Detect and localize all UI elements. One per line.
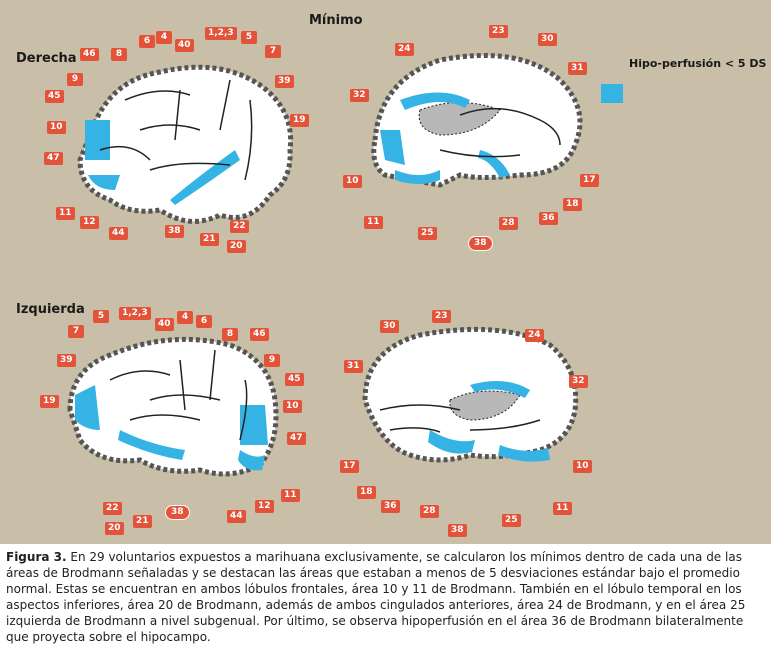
area-label: 40 [175,39,194,52]
area-label: 44 [227,510,246,523]
area-label: 6 [196,315,212,328]
area-label: 9 [264,354,280,367]
area-label: 18 [357,486,376,499]
area-label: 20 [227,240,246,253]
figure-caption [6,549,766,645]
area-label: 40 [155,318,174,331]
figure-title: Mínimo [309,13,363,28]
area-label: 31 [568,62,587,75]
area-label: 18 [563,198,582,211]
area-label: 25 [502,514,521,527]
area-label: 5 [241,31,257,44]
row-label-left: Izquierda [16,302,85,317]
area-label: 9 [67,73,83,86]
area-label: 21 [133,515,152,528]
area-label: 6 [139,35,155,48]
area-label: 4 [177,311,193,324]
area-label: 28 [420,505,439,518]
area-label: 31 [344,360,363,373]
area-label: 10 [573,460,592,473]
area-label: 30 [538,33,557,46]
area-label: 21 [200,233,219,246]
area-label: 8 [111,48,127,61]
left-medial-brain [365,329,576,461]
area-label: 23 [489,25,508,38]
area-label: 46 [250,328,269,341]
area-label: 38 [165,225,184,238]
area-label: 1,2,3 [205,27,237,40]
area-label: 30 [380,320,399,333]
area-label: 4 [156,31,172,44]
area-label: 38 [165,505,190,520]
area-label: 45 [45,90,64,103]
area-label: 7 [68,325,84,338]
right-lateral-brain [80,67,291,221]
right-medial-brain [374,56,580,186]
area-label: 36 [381,500,400,513]
area-label: 11 [281,489,300,502]
area-label: 39 [275,75,294,88]
area-label: 8 [222,328,238,341]
legend-label: Hipo-perfusión < 5 DS [629,57,767,70]
area-label: 17 [580,174,599,187]
area-label: 7 [265,45,281,58]
area-label: 47 [44,152,63,165]
area-label: 39 [57,354,76,367]
area-label: 11 [56,207,75,220]
caption-label: Figura 3. [6,550,67,564]
area-label: 24 [395,43,414,56]
area-label: 11 [364,216,383,229]
area-label: 32 [569,375,588,388]
area-label: 12 [255,500,274,513]
area-label: 19 [40,395,59,408]
area-label: 10 [283,400,302,413]
area-label: 22 [103,502,122,515]
caption-text: En 29 voluntarios expuestos a marihuana exclusivamente, se calcularon los mínimos dentro de cada una de las áreas de Brodmann señaladas y se destacan las áreas que estaban a menos de 5 desviaciones estándar bajo el promedio normal. Estas se encuentran en ambos lóbulos frontales, área 10 y 11 de Brodmann. También en el lóbulo temporal en los aspectos inferiores, área 20 de Brodmann, además de ambos cingulados anteriores, área 24 de Brodmann, y en el área 25 izquierda de Brodmann a nivel subgenual. Por último, se observa hipoperfusión en el área 36 de Brodmann bilateralmente que proyecta sobre el hipocampo. [6,550,746,644]
area-label: 22 [230,220,249,233]
area-label: 12 [80,216,99,229]
area-label: 1,2,3 [119,307,151,320]
area-label: 46 [80,48,99,61]
area-label: 19 [290,114,309,127]
area-label: 17 [340,460,359,473]
area-label: 10 [343,175,362,188]
area-label: 25 [418,227,437,240]
area-label: 23 [432,310,451,323]
area-label: 5 [93,310,109,323]
legend-swatch [601,84,623,103]
area-label: 38 [448,524,467,537]
row-label-right: Derecha [16,51,77,66]
area-label: 11 [553,502,572,515]
area-label: 38 [468,236,493,251]
area-label: 44 [109,227,128,240]
area-label: 45 [285,373,304,386]
area-label: 32 [350,89,369,102]
area-label: 36 [539,212,558,225]
area-label: 47 [287,432,306,445]
area-label: 28 [499,217,518,230]
area-label: 24 [525,329,544,342]
area-label: 10 [47,121,66,134]
area-label: 20 [105,522,124,535]
left-lateral-brain [70,339,276,474]
